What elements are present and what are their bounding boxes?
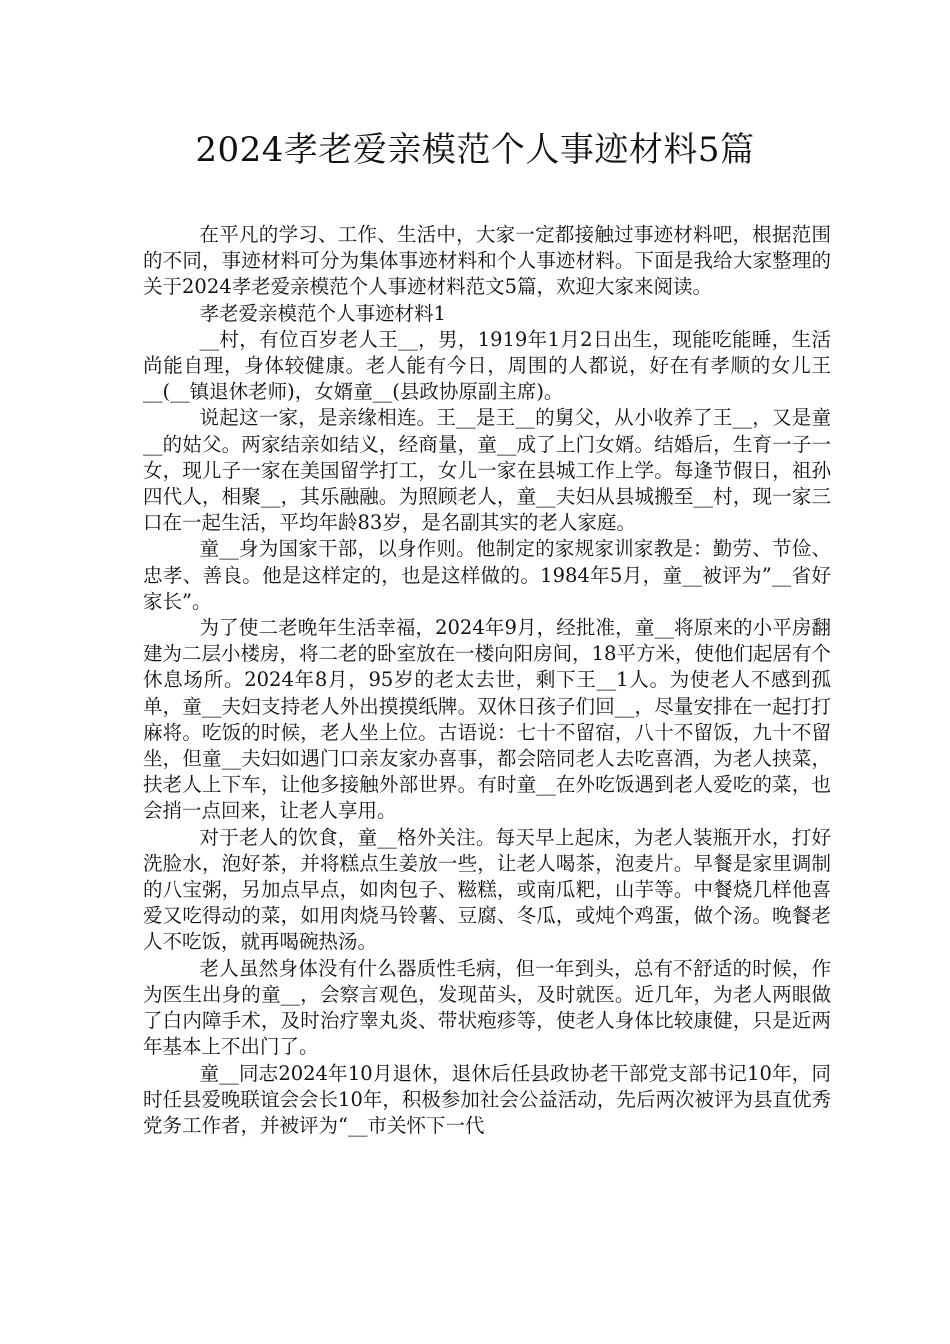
paragraph: 说起这一家，是亲缘相连。王__是王__的舅父，从小收养了王__，又是童__的姑父。两家结亲如结义，经商量，童__成了上门女婿。结婚后，生育一子一女，现儿子一家在美国留学打工，女儿一家在县城工作上学。每逢节假日，祖孙四代人，相聚__，其乐融融。为照顾老人，童__夫妇从县城搬至__村，现一家三口在一起生活，平均年龄83岁，是名副其实的老人家庭。	[143, 406, 831, 535]
paragraph: 对于老人的饮食，童__格外关注。每天早上起床，为老人装瓶开水，打好洗脸水，泡好茶，并将糕点生姜放一些，让老人喝茶，泡麦片。早餐是家里调制的八宝粥，另加点早点，如肉包子、糍糕，或南瓜粑，山芋等。中餐烧几样他喜爱又吃得动的菜，如用肉烧马铃薯、豆腐、冬瓜，或炖个鸡蛋，做个汤。晚餐老人不吃饭，就再喝碗热汤。	[143, 825, 831, 954]
paragraph: 为了使二老晚年生活幸福，2024年9月，经批准，童__将原来的小平房翻建为二层小楼房，将二老的卧室放在一楼向阳房间，18平方米，使他们起居有个休息场所。2024年8月，95岁的老太去世，剩下王__1人。为使老人不感到孤单，童__夫妇支持老人外出摸摸纸牌。双休日孩子们回__，尽量安排在一起打打麻将。吃饭的时候，老人坐上位。古语说：七十不留宿，八十不留饭，九十不留坐，但童__夫妇如遇门口亲友家办喜事，都会陪同老人去吃喜酒，为老人挟菜，扶老人上下车，让他多接触外部世界。有时童__在外吃饭遇到老人爱吃的菜，也会捎一点回来，让老人享用。	[143, 616, 831, 823]
paragraph: 童__身为国家干部，以身作则。他制定的家规家训家教是：勤劳、节俭、忠孝、善良。他是这样定的，也是这样做的。1984年5月，童__被评为”__省好家长”。	[143, 537, 831, 613]
paragraph: __村，有位百岁老人王__，男，1919年1月2日出生，现能吃能睡，生活尚能自理，身体较健康。老人能有今日，周围的人都说，好在有孝顺的女儿王__(__镇退休老师)，女婿童__(县政协原副主席)。	[143, 327, 831, 404]
paragraph: 老人虽然身体没有什么器质性毛病，但一年到头，总有不舒适的时候，作为医生出身的童__，会察言观色，发现苗头，及时就医。近几年，为老人两眼做了白内障手术，及时治疗睾丸炎、带状疱疹等，使老人身体比较康健，只是近两年基本上不出门了。	[143, 956, 831, 1059]
paragraph-intro: 在平凡的学习、工作、生活中，大家一定都接触过事迹材料吧，根据范围的不同，事迹材料可分为集体事迹材料和个人事迹材料。下面是我给大家整理的关于2024孝老爱亲模范个人事迹材料范文5篇，欢迎大家来阅读。	[143, 223, 831, 299]
document-title: 2024孝老爱亲模范个人事迹材料5篇	[195, 130, 755, 170]
document-body	[143, 222, 831, 1139]
section-heading: 孝老爱亲模范个人事迹材料1	[199, 301, 446, 325]
paragraph: 童__同志2024年10月退休，退休后任县政协老干部党支部书记10年，同时任县爱晚联谊会会长10年，积极参加社会公益活动，先后两次被评为县直优秀党务工作者，并被评为“__市关怀下一代	[143, 1061, 831, 1137]
